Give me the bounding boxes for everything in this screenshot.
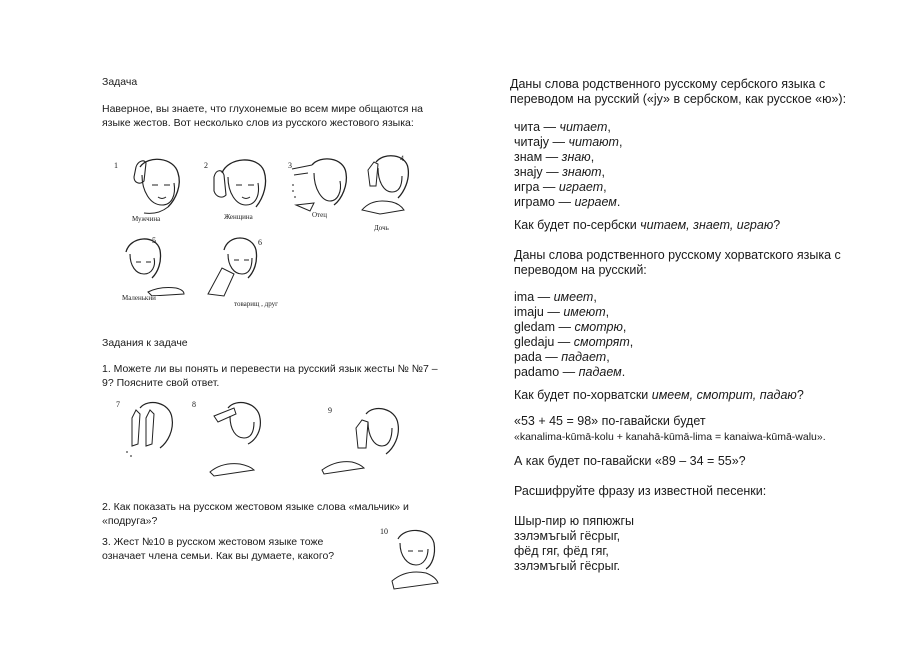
source-word: gledaju <box>514 335 555 349</box>
source-word: gledam <box>514 320 555 334</box>
dash: — <box>542 165 563 179</box>
word-pair-row <box>514 365 633 380</box>
song-line: зэлэмъгый гёсрыг, <box>514 529 621 543</box>
tasks-title: Задания к задаче <box>102 337 188 349</box>
source-word: играмо <box>514 195 555 209</box>
question-words: читаем, знает, играю <box>640 218 774 232</box>
gesture-10-figure <box>380 525 450 595</box>
punctuation: . <box>616 195 621 209</box>
translation-word: знают <box>562 165 602 179</box>
gesture-number: 7 <box>116 400 120 409</box>
punctuation: . <box>621 365 626 379</box>
gesture-9-figure <box>318 404 418 484</box>
word-pair-row <box>514 290 633 305</box>
gesture-8-figure <box>192 398 292 482</box>
punctuation: , <box>606 350 610 364</box>
gesture-6-figure <box>202 232 282 312</box>
dash: — <box>539 180 559 194</box>
source-word: imaju <box>514 305 544 319</box>
gesture-number: 5 <box>152 236 156 245</box>
translation-word: играем <box>574 195 617 209</box>
dash: — <box>549 135 569 149</box>
hawaiian-example: «53 + 45 = 98» по-гавайски будет <box>514 414 706 428</box>
translation-word: падаем <box>578 365 622 379</box>
source-word: pada <box>514 350 542 364</box>
gesture-7-figure <box>112 398 192 470</box>
translation-word: имеет <box>553 290 594 304</box>
serbian-intro: Даны слова родственного русскому сербского языка с переводом на русский («ју» в сербском, как русское «ю»): <box>510 77 847 106</box>
dash: — <box>554 335 574 349</box>
question-3: 3. Жест №10 в русском жестовом языке тоже означает члена семьи. Как вы думаете, какого? <box>102 536 335 562</box>
dash: — <box>555 320 575 334</box>
serbian-question <box>514 218 780 233</box>
question-1: 1. Можете ли вы понять и перевести на русский язык жесты № №7 – 9? Поясните свой ответ. <box>102 363 438 389</box>
word-pair-row <box>514 165 622 180</box>
dash: — <box>540 120 560 134</box>
task-intro: Наверное, вы знаете, что глухонемые во всем мире общаются на языке жестов. Вот несколько слов из русского жестового языка: <box>102 103 423 129</box>
gesture-caption: Маленький <box>122 294 156 302</box>
source-word: игра <box>514 180 540 194</box>
song-intro: Расшифруйте фразу из известной песенки: <box>514 484 767 498</box>
question-2: 2. Как показать на русском жестовом языке слова «мальчик» и «подруга»? <box>102 501 409 527</box>
word-pair-row <box>514 335 633 350</box>
gesture-number: 10 <box>380 527 388 536</box>
gesture-number: 2 <box>204 161 208 170</box>
punctuation: , <box>605 305 610 319</box>
gesture-number: 8 <box>192 400 196 409</box>
word-pair-row <box>514 150 622 165</box>
song-line: фёд гяг, фёд гяг, <box>514 544 609 558</box>
croatian-word-list <box>514 290 633 380</box>
gesture-number: 4 <box>400 154 404 163</box>
song-line: Шыр-пир ю пяпюжгы <box>514 514 635 528</box>
question-suffix: ? <box>796 388 804 402</box>
dash: — <box>542 150 562 164</box>
gesture-caption: Мужчина <box>132 215 161 223</box>
song-line: зэлэмъгый гёсрыг. <box>514 559 621 573</box>
word-pair-row <box>514 135 622 150</box>
hawaiian-example-words: «kanalima-kūmā-kolu + kanahā-kūmā-lima = kanaiwa-kūmā-walu». <box>514 431 826 443</box>
face-drawing-icon <box>202 232 282 300</box>
face-drawing-icon <box>282 155 362 215</box>
word-pair-row <box>514 320 633 335</box>
gesture-2-figure <box>202 155 282 227</box>
gesture-number: 3 <box>288 161 292 170</box>
gesture-caption: Дочь <box>374 224 389 232</box>
face-hands-drawing-icon <box>318 404 418 484</box>
source-word: читају <box>514 135 550 149</box>
question-suffix: ? <box>773 218 781 232</box>
translation-word: знаю <box>561 150 591 164</box>
face-hands-drawing-icon <box>380 525 450 595</box>
translation-word: смотрят <box>573 335 630 349</box>
gesture-number: 6 <box>258 238 262 247</box>
question-prefix: Как будет по-хорватски <box>514 388 652 402</box>
translation-word: читает <box>559 120 608 134</box>
hawaiian-question: А как будет по-гавайски «89 – 34 = 55»? <box>514 454 746 468</box>
word-pair-row <box>514 180 622 195</box>
translation-word: читают <box>568 135 619 149</box>
punctuation: , <box>607 120 611 134</box>
face-hands-drawing-icon <box>112 398 192 462</box>
question-words: имеем, смотрит, падаю <box>651 388 797 402</box>
dash: — <box>555 195 575 209</box>
face-drawing-icon <box>202 155 282 215</box>
dash: — <box>541 350 562 364</box>
punctuation: , <box>622 320 627 334</box>
gesture-caption: Женщина <box>224 213 253 221</box>
punctuation: , <box>618 135 623 149</box>
source-word: чита <box>514 120 541 134</box>
word-pair-row <box>514 195 622 210</box>
gesture-3-figure <box>282 155 362 227</box>
punctuation: , <box>593 290 597 304</box>
word-pair-row <box>514 305 633 320</box>
word-pair-row <box>514 350 633 365</box>
punctuation: , <box>603 180 607 194</box>
punctuation: , <box>590 150 595 164</box>
source-word: padamo <box>514 365 560 379</box>
dash: — <box>534 290 554 304</box>
gesture-number: 1 <box>114 161 118 170</box>
croatian-intro: Даны слова родственного русскому хорватского языка с переводом на русский: <box>514 248 841 277</box>
question-prefix: Как будет по-сербски <box>514 218 641 232</box>
task-title: Задача <box>102 76 138 88</box>
translation-word: смотрю <box>574 320 623 334</box>
source-word: знају <box>514 165 543 179</box>
dash: — <box>559 365 579 379</box>
translation-word: играет <box>558 180 604 194</box>
face-drawing-icon <box>352 152 432 224</box>
source-word: ima <box>514 290 535 304</box>
gesture-caption: Отец <box>312 211 327 219</box>
gesture-caption: товарищ , друг <box>234 300 279 308</box>
face-drawing-icon <box>112 155 192 215</box>
gesture-5-figure <box>112 232 192 308</box>
face-hands-drawing-icon <box>192 398 292 482</box>
croatian-question <box>514 388 804 403</box>
punctuation: , <box>601 165 606 179</box>
gesture-1-figure <box>112 155 192 227</box>
translation-word: падает <box>561 350 607 364</box>
gesture-number: 9 <box>328 406 332 415</box>
song-lines <box>514 514 634 574</box>
punctuation: , <box>629 335 634 349</box>
source-word: знам <box>514 150 543 164</box>
dash: — <box>543 305 564 319</box>
serbian-word-list <box>514 120 622 210</box>
word-pair-row <box>514 120 622 135</box>
gesture-4-figure <box>352 152 432 232</box>
translation-word: имеют <box>563 305 606 319</box>
